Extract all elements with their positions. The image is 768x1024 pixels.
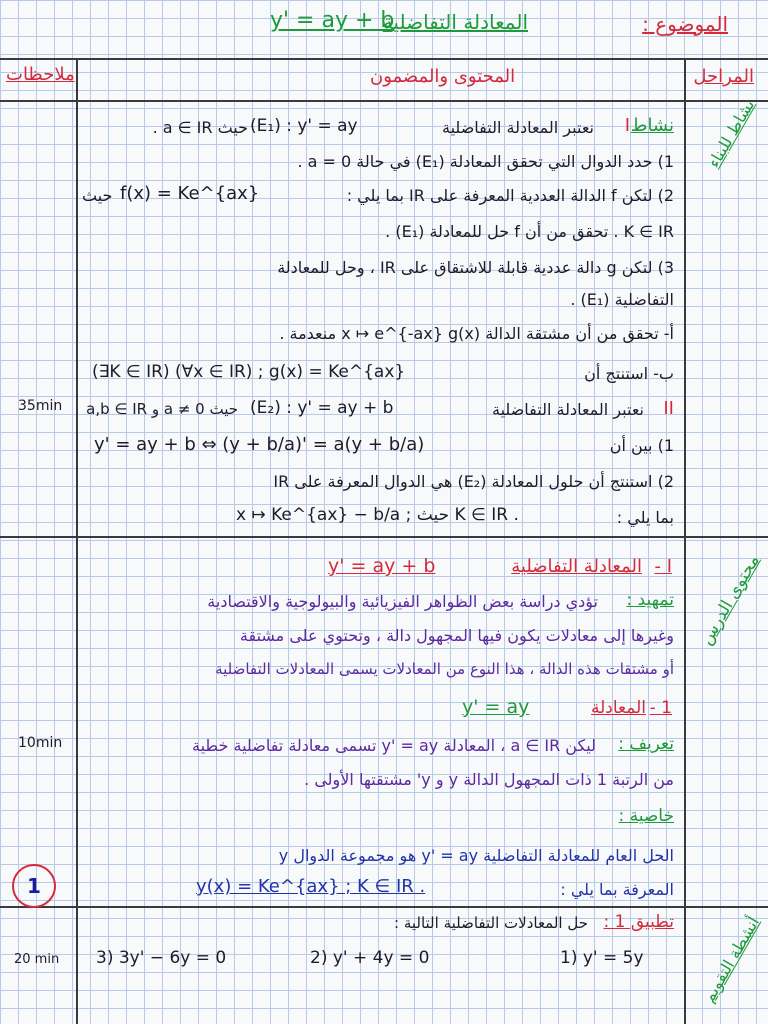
- activity-question-1: 1) حدد الدوال التي تحقق المعادلة (E₁) في حالة a = 0 .: [297, 152, 674, 171]
- header-bottom-line: [0, 58, 768, 60]
- lesson-sub-num: 1 -: [649, 698, 672, 718]
- activity-part-2-q1-eq: y' = ay + b ⇔ (y + b/a)' = a(y + b/a): [94, 434, 425, 455]
- lesson-intro-line-1: تؤدي دراسة بعض الظواهر الفيزيائية والبيولوجية والاقتصادية: [207, 592, 598, 611]
- activity-part-2-q2b: بما يلي :: [616, 508, 674, 527]
- exercise-instruction: حل المعادلات التفاضلية التالية :: [394, 914, 588, 932]
- lesson-definition-line-1: ليكن a ∈ IR ، المعادلة y' = ay تسمى معادلة تفاضلية خطية: [192, 736, 596, 755]
- activity-question-3b: التفاضلية (E₁) .: [570, 290, 674, 309]
- lesson-heading-eq: y' = ay + b: [328, 555, 436, 577]
- activity-line-1-text: نعتبر المعادلة التفاضلية: [442, 118, 594, 137]
- notes-column-border: [76, 60, 78, 1024]
- activity-question-3c-eq: (∃K ∈ IR) (∀x ∈ IR) ; g(x) = Ke^{ax}: [92, 362, 406, 382]
- activity-part-2-eq: (E₂) : y' = ay + b: [250, 398, 394, 418]
- activity-part-2-q1: 1) بين أن: [609, 436, 674, 455]
- exercise-label: تطبيق 1 :: [603, 912, 674, 932]
- stages-column-title: المراحل: [693, 66, 754, 87]
- time-lesson: 10min: [18, 735, 63, 751]
- lesson-heading-text: المعادلة التفاضلية: [511, 556, 642, 577]
- stages-column-border: [684, 60, 686, 1024]
- activity-part-2-tail: حيث a ≠ 0 و a,b ∈ IR: [86, 400, 238, 418]
- section-number-circle: 1: [12, 864, 56, 908]
- columns-bottom-line: [0, 100, 768, 102]
- subject-equation: y' = ay + b: [270, 8, 395, 33]
- exercise-item-2: 2) y' + 4y = 0: [310, 948, 430, 968]
- subject-title: المعادلة التفاضلية: [382, 10, 528, 34]
- lesson-intro-line-2: وغيرها إلى معادلات يكون فيها المجهول دالة ، وتحتوي على مشتقة: [239, 626, 674, 645]
- activity-line-1-tail: حيث a ∈ IR .: [152, 118, 248, 137]
- lesson-intro-label: تمهيد :: [626, 590, 674, 610]
- lesson-definition-label: تعريف :: [618, 734, 674, 754]
- section-divider-2: [0, 906, 768, 908]
- subject-label: الموضوع :: [642, 12, 728, 36]
- lesson-property-line-2: المعرفة بما يلي :: [560, 880, 674, 899]
- activity-question-3: 3) لتكن g دالة عددية قابلة للاشتقاق على IR ، وحل للمعادلة: [277, 258, 674, 277]
- lesson-property-line-1: الحل العام للمعادلة التفاضلية y' = ay هو مجموعة الدوال y: [278, 846, 674, 865]
- activity-roman-1: I: [624, 115, 630, 136]
- lesson-property-label: خاصية :: [618, 806, 674, 826]
- activity-question-2b: K ∈ IR . تحقق من أن f حل للمعادلة (E₁) .: [385, 222, 674, 241]
- activity-side-label: نشاط للبناء: [703, 95, 759, 172]
- lesson-intro-line-3: أو مشتقات هذه الدالة ، هذا النوع من المعادلات يسمى المعادلات التفاضلية: [215, 660, 674, 678]
- activity-part-2-text: نعتبر المعادلة التفاضلية: [492, 400, 644, 419]
- time-activity: 35min: [18, 398, 63, 414]
- activity-part-2-q2b-eq: x ↦ Ke^{ax} − b/a ; حيث K ∈ IR .: [236, 505, 519, 525]
- time-exercise: 20 min: [14, 952, 60, 967]
- lesson-property-eq: y(x) = Ke^{ax} ; K ∈ IR .: [196, 876, 426, 897]
- lesson-sub-eq: y' = ay: [462, 696, 530, 718]
- lesson-definition-line-2: من الرتبة 1 ذات المجهول الدالة y و y' مشتقتها الأولى .: [304, 770, 674, 789]
- activity-question-3c: ب- استنتج أن: [584, 364, 674, 383]
- lesson-heading-num: I -: [654, 556, 672, 577]
- lesson-sub-text: المعادلة: [591, 698, 646, 718]
- activity-roman-2: II: [663, 398, 674, 419]
- activity-question-2: 2) لتكن f الدالة العددية المعرفة على IR بما يلي :: [346, 186, 674, 205]
- exercises-side-label: أنشطة التقويم: [698, 913, 764, 1006]
- section-divider-1: [0, 536, 768, 538]
- exercise-item-1: 1) y' = 5y: [560, 948, 644, 968]
- activity-question-2-eq: f(x) = Ke^{ax}: [120, 183, 260, 204]
- lesson-side-label: محتوى الدرس: [696, 551, 764, 649]
- activity-part-2-q2: 2) استنتج أن حلول المعادلة (E₂) هي الدوال المعرفة على IR: [273, 472, 674, 491]
- activity-heading: نشاط: [630, 115, 674, 136]
- content-column-title: المحتوى والمضمون: [370, 66, 516, 87]
- exercise-item-3: 3) 3y' − 6y = 0: [96, 948, 227, 968]
- activity-line-1-eq: (E₁) : y' = ay: [250, 116, 358, 136]
- activity-question-2-tail: حيث: [82, 186, 113, 205]
- activity-question-3a: أ- تحقق من أن مشتقة الدالة x ↦ e^{-ax} g(x) منعدمة .: [279, 324, 674, 343]
- notes-column-title: ملاحظات: [6, 64, 75, 85]
